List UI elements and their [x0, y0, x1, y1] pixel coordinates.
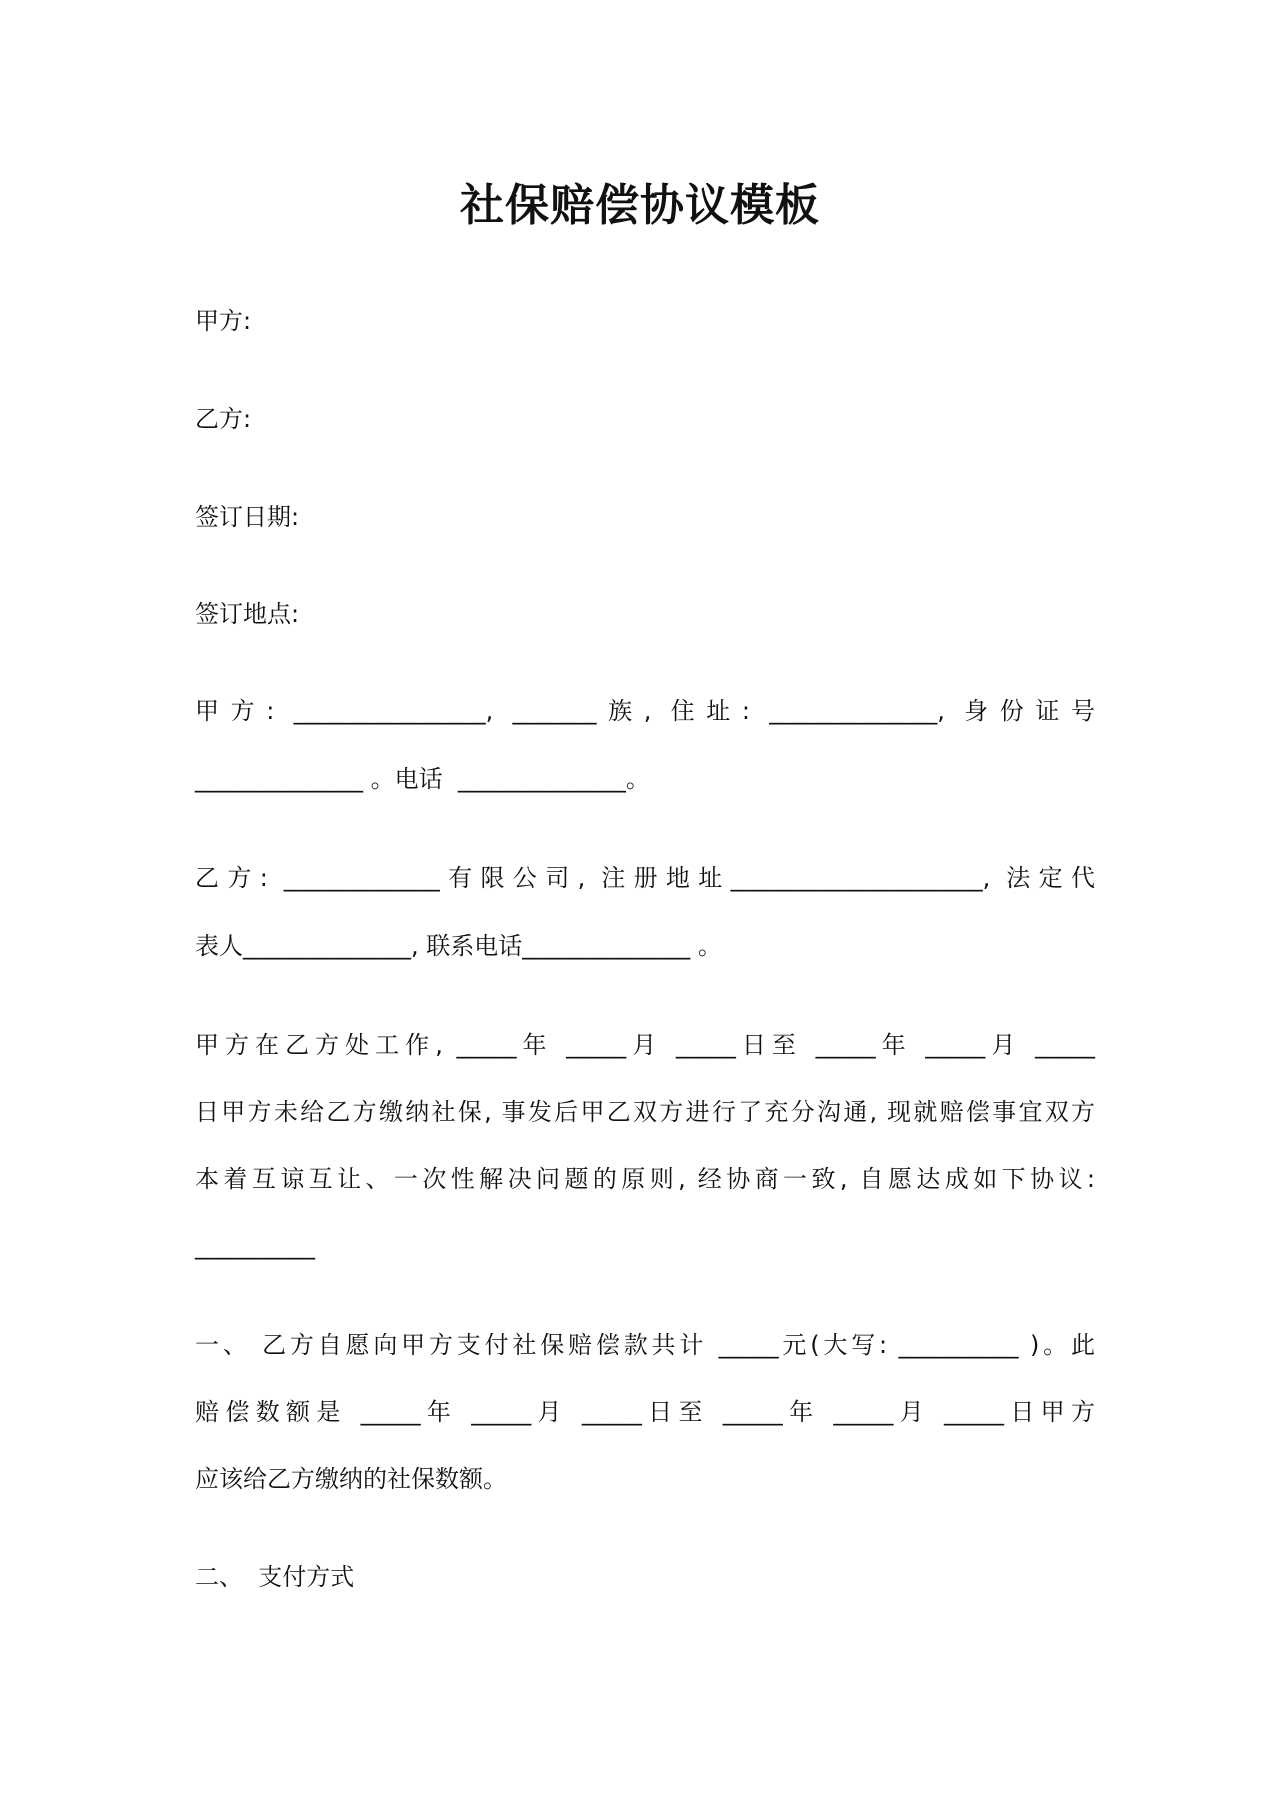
sign-date-label: 签订日期:	[195, 503, 300, 531]
party-a-info-line-2: ______________ 。电话 ______________。	[195, 765, 650, 793]
sign-place-label: 签订地点:	[195, 600, 300, 628]
clause-2-heading: 二、 支付方式	[195, 1563, 355, 1591]
clause-1-line-2: 赔偿数额是 _____年 _____月 _____日至 _____年 _____月 _____日甲方	[195, 1398, 1095, 1426]
background-line-3: 本着互谅互让、一次性解决问题的原则, 经协商一致, 自愿达成如下协议:	[195, 1165, 1095, 1193]
party-a-label: 甲方:	[195, 307, 252, 335]
party-b-info-line-2: 表人______________, 联系电话______________ 。	[195, 932, 722, 960]
party-b-label: 乙方:	[195, 405, 252, 433]
clause-1-line-3: 应该给乙方缴纳的社保数额。	[195, 1465, 507, 1493]
clause-1-line-1: 一、 乙方自愿向甲方支付社保赔偿款共计 _____元(大写: __________ )。此	[195, 1331, 1095, 1359]
party-a-info-line-1: 甲方: ________________, _______族, 住址: ______________, 身份证号	[195, 697, 1095, 725]
background-line-4: __________	[195, 1232, 315, 1260]
background-line-1: 甲方在乙方处工作, _____年 _____月 _____日至 _____年 _____月 _____	[195, 1031, 1095, 1059]
party-b-info-line-1: 乙方: _____________有限公司, 注册地址_____________________, 法定代	[195, 864, 1095, 892]
background-line-2: 日甲方未给乙方缴纳社保, 事发后甲乙双方进行了充分沟通, 现就赔偿事宜双方	[195, 1098, 1095, 1126]
page-title: 社保赔偿协议模板	[460, 180, 820, 231]
